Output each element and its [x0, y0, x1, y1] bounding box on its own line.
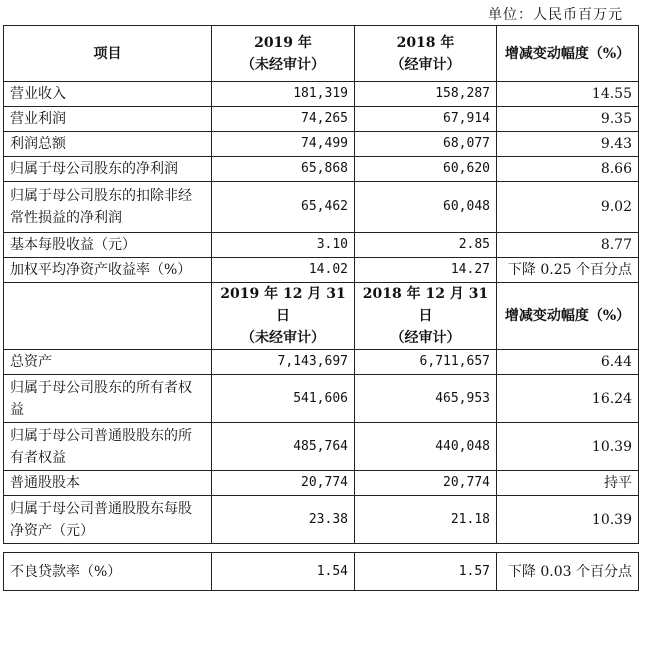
value-2019: 181,319 [212, 82, 355, 107]
change-value: 8.77 [497, 233, 639, 258]
table-gap [4, 544, 639, 553]
change-value: 下降 0.25 个百分点 [497, 258, 639, 283]
value-2019: 74,499 [212, 132, 355, 157]
row-label: 归属于母公司股东的扣除非经常性损益的净利润 [4, 182, 212, 233]
change-value: 14.55 [497, 82, 639, 107]
table-row [4, 132, 639, 157]
row-label: 归属于母公司普通股股东每股净资产（元） [4, 496, 212, 544]
value-2018: 60,620 [355, 157, 497, 182]
value-2019: 65,462 [212, 182, 355, 233]
table-row [4, 375, 639, 423]
header2-change: 增减变动幅度（%） [497, 283, 639, 350]
change-value: 10.39 [497, 423, 639, 471]
table-row [4, 107, 639, 132]
table-row [4, 423, 639, 471]
value-2019: 1.54 [212, 553, 355, 591]
table-row [4, 496, 639, 544]
table-row [4, 182, 639, 233]
row-label: 不良贷款率（%） [4, 553, 212, 591]
value-2019: 23.38 [212, 496, 355, 544]
change-value: 9.35 [497, 107, 639, 132]
row-label: 归属于母公司普通股股东的所有者权益 [4, 423, 212, 471]
value-2018: 14.27 [355, 258, 497, 283]
table-row [4, 258, 639, 283]
value-2019: 14.02 [212, 258, 355, 283]
table-row [4, 553, 639, 591]
row-label: 普通股股本 [4, 471, 212, 496]
value-2019: 20,774 [212, 471, 355, 496]
value-2018: 67,914 [355, 107, 497, 132]
value-2019: 7,143,697 [212, 350, 355, 375]
change-value: 下降 0.03 个百分点 [497, 553, 639, 591]
value-2019: 485,764 [212, 423, 355, 471]
value-2019: 74,265 [212, 107, 355, 132]
header-2018: 2018 年 （经审计） [355, 26, 497, 82]
value-2018: 60,048 [355, 182, 497, 233]
header-change: 增减变动幅度（%） [497, 26, 639, 82]
value-2018: 21.18 [355, 496, 497, 544]
value-2018: 6,711,657 [355, 350, 497, 375]
change-value: 8.66 [497, 157, 639, 182]
row-label: 归属于母公司股东的净利润 [4, 157, 212, 182]
value-2019: 65,868 [212, 157, 355, 182]
value-2018: 68,077 [355, 132, 497, 157]
change-value: 9.02 [497, 182, 639, 233]
row-label: 营业收入 [4, 82, 212, 107]
value-2018: 158,287 [355, 82, 497, 107]
table-header-row-2 [4, 283, 639, 350]
unit-label: 单位：人民币百万元 [488, 7, 623, 23]
value-2019: 3.10 [212, 233, 355, 258]
financial-table [3, 25, 639, 591]
table-row [4, 233, 639, 258]
header-2019: 2019 年 （未经审计） [212, 26, 355, 82]
value-2018: 20,774 [355, 471, 497, 496]
table-row [4, 350, 639, 375]
row-label: 归属于母公司股东的所有者权益 [4, 375, 212, 423]
change-value: 9.43 [497, 132, 639, 157]
table-row [4, 157, 639, 182]
value-2018: 465,953 [355, 375, 497, 423]
table-row [4, 82, 639, 107]
row-label: 营业利润 [4, 107, 212, 132]
value-2018: 2.85 [355, 233, 497, 258]
change-value: 6.44 [497, 350, 639, 375]
value-2018: 1.57 [355, 553, 497, 591]
change-value: 16.24 [497, 375, 639, 423]
header2-empty [4, 283, 212, 350]
row-label: 利润总额 [4, 132, 212, 157]
table-row [4, 471, 639, 496]
value-2019: 541,606 [212, 375, 355, 423]
header2-2018: 2018 年 12 月 31 日 （经审计） [355, 283, 497, 350]
row-label: 总资产 [4, 350, 212, 375]
row-label: 加权平均净资产收益率（%） [4, 258, 212, 283]
row-label: 基本每股收益（元） [4, 233, 212, 258]
table-header-row [4, 26, 639, 82]
change-value: 持平 [497, 471, 639, 496]
header-item: 项目 [4, 26, 212, 82]
value-2018: 440,048 [355, 423, 497, 471]
change-value: 10.39 [497, 496, 639, 544]
header2-2019: 2019 年 12 月 31 日 （未经审计） [212, 283, 355, 350]
